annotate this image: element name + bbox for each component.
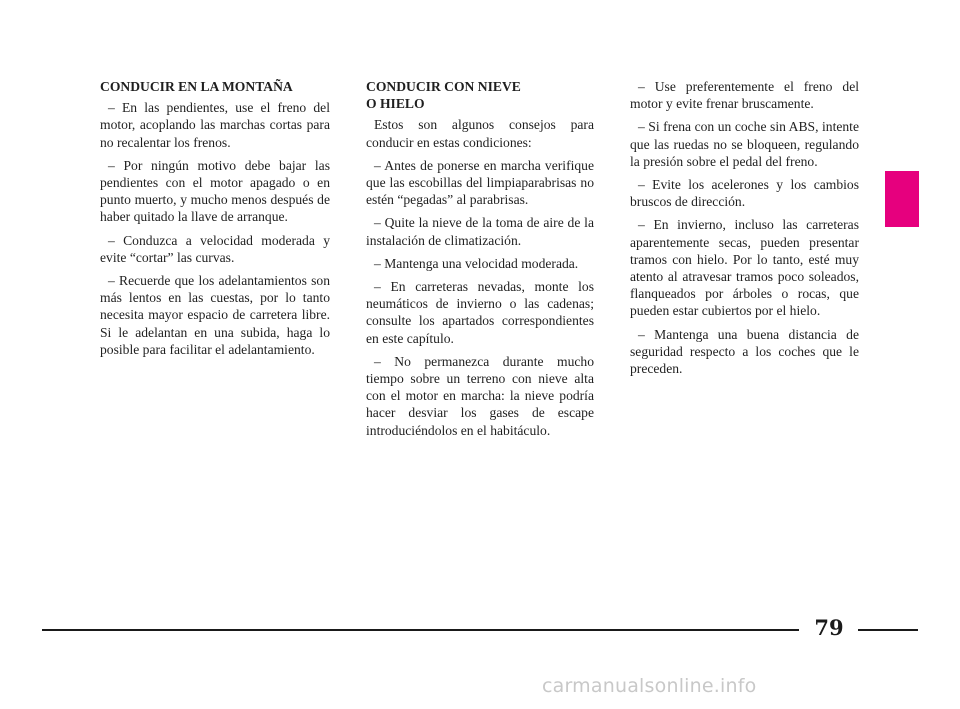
paragraph: – Mantenga una velocidad moderada.	[374, 255, 579, 271]
section-tab-marker	[885, 171, 919, 227]
page-number: 79	[814, 615, 844, 640]
heading-line: O HIELO	[366, 96, 425, 112]
paragraph: – Por ningún motivo debe bajar las pendientes con el motor apagado o en punto muerto, y mucho menos después de haber quitado la llave de arranque.	[100, 157, 330, 225]
paragraph: – Recuerde que los adelantamientos son más lentos en las cuestas, por lo tanto necesita mayor espacio de carretera libre. Si le adelantan en una subida, haga lo posible para facilitar el adelantamiento.	[100, 273, 330, 357]
column-snow-ice-driving	[366, 78, 594, 445]
paragraph: – Conduzca a velocidad moderada y evite “cortar” las curvas.	[100, 232, 330, 265]
paragraph: – Antes de ponerse en marcha verifique que las escobillas del limpiaparabrisas no estén “pegadas” al parabrisas.	[366, 157, 594, 208]
footer-rule-left	[42, 629, 799, 631]
paragraph: – En invierno, incluso las carreteras aparentemente secas, pueden presentar tramos con hielo. Por lo tanto, esté muy atento al atravesar tramos poco soleados, flanqueados por árboles o rocas, que pueden estar cubiertos por el hielo.	[630, 217, 859, 319]
column-snow-ice-continued	[630, 78, 859, 383]
section-heading-mountain	[100, 78, 330, 95]
watermark: carmanualsonline.info	[542, 675, 757, 697]
paragraph: – No permanezca durante mucho tiempo sobre un terreno con nieve alta con el motor en marcha: la nieve podría hacer desviar los gases de escape introduciéndolos en el habitáculo.	[366, 353, 594, 438]
heading-line: CONDUCIR EN LA MONTAÑA	[100, 79, 293, 94]
paragraph: – Use preferentemente el freno del motor y evite frenar bruscamente.	[630, 79, 859, 112]
paragraph: – En carreteras nevadas, monte los neumáticos de invierno o las cadenas; consulte los apartados correspondientes en este capítulo.	[366, 279, 594, 346]
column-mountain-driving	[100, 78, 330, 364]
section-heading-snow-ice	[366, 78, 594, 112]
paragraph: – En las pendientes, use el freno del motor, acoplando las marchas cortas para no recalentar los frenos.	[100, 100, 330, 150]
paragraph: – Mantenga una buena distancia de seguridad respecto a los coches que le preceden.	[630, 326, 859, 377]
footer-rule-right	[858, 629, 918, 631]
paragraph: – Si frena con un coche sin ABS, intente que las ruedas no se bloqueen, regulando la presión sobre el pedal del freno.	[630, 119, 859, 169]
paragraph: – Evite los acelerones y los cambios bruscos de dirección.	[630, 177, 859, 210]
heading-line: CONDUCIR CON NIEVE	[366, 79, 521, 94]
paragraph: Estos son algunos consejos para conducir en estas condiciones:	[366, 117, 594, 150]
paragraph: – Quite la nieve de la toma de aire de la instalación de climatización.	[366, 215, 594, 248]
